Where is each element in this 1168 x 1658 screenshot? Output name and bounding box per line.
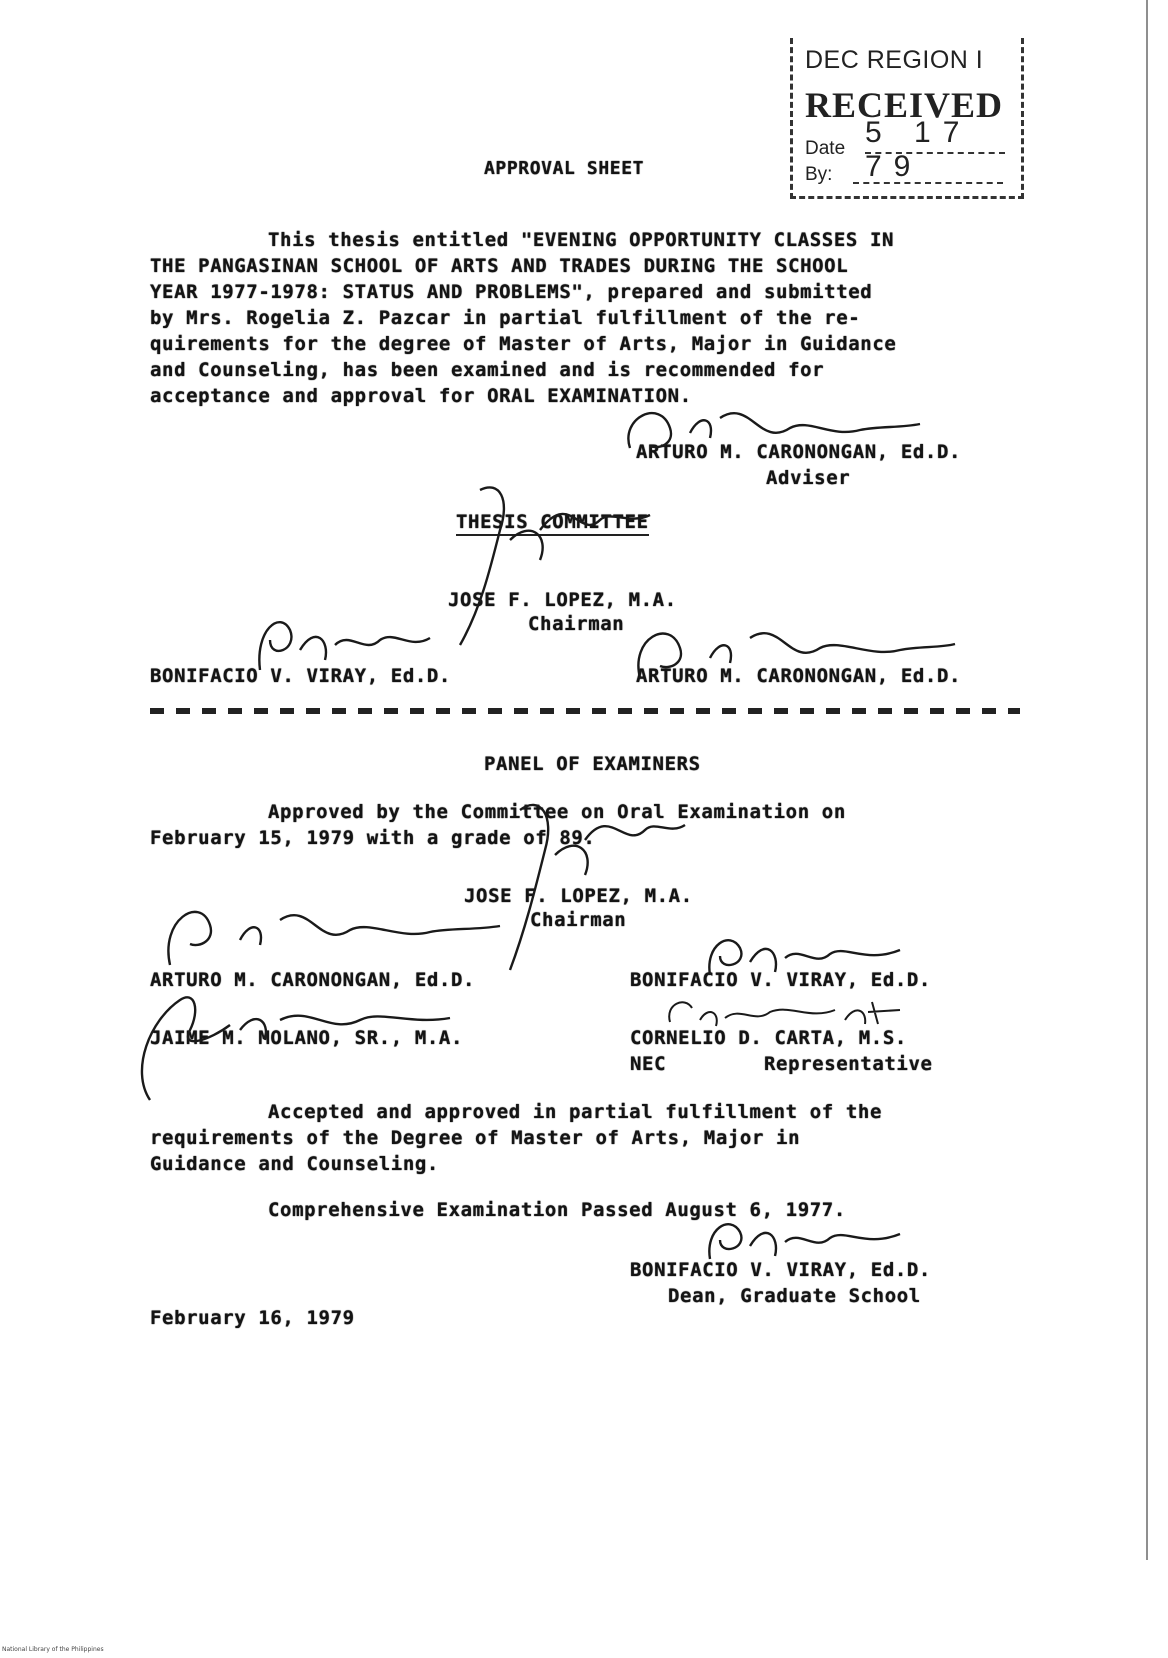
footer-library: National Library of the Philippines bbox=[2, 1646, 104, 1653]
page-title: APPROVAL SHEET bbox=[484, 158, 645, 179]
intro-line-1: This thesis entitled "EVENING OPPORTUNITY CLASSES IN bbox=[268, 229, 895, 251]
panel-approval-line-1: Approved by the Committee on Oral Examination on bbox=[268, 801, 846, 823]
document-date: February 16, 1979 bbox=[150, 1307, 355, 1329]
intro-line-6: and Counseling, has been examined and is recommended for bbox=[150, 359, 825, 381]
dean-role: Dean, Graduate School bbox=[668, 1285, 921, 1307]
panel-member-right-1: BONIFACIO V. VIRAY, Ed.D. bbox=[630, 969, 931, 991]
stamp-date-label: Date bbox=[805, 138, 846, 159]
intro-line-3: YEAR 1977-1978: STATUS AND PROBLEMS", prepared and submitted bbox=[150, 281, 873, 303]
panel-approval-line-2: February 15, 1979 with a grade of 89. bbox=[150, 827, 596, 849]
intro-line-2: THE PANGASINAN SCHOOL OF ARTS AND TRADES DURING THE SCHOOL bbox=[150, 255, 849, 277]
scan-edge-line bbox=[1146, 0, 1148, 1560]
committee-member-right: ARTURO M. CARONONGAN, Ed.D. bbox=[636, 665, 962, 687]
stamp-date-value: 5 17 79 bbox=[865, 116, 972, 183]
panel-heading: PANEL OF EXAMINERS bbox=[484, 753, 701, 775]
comprehensive-exam-line: Comprehensive Examination Passed August 6, 1977. bbox=[268, 1199, 846, 1221]
panel-nec-label: NEC bbox=[630, 1053, 667, 1075]
stamp-by-label: By: bbox=[805, 164, 833, 185]
intro-line-7: acceptance and approval for ORAL EXAMINATION. bbox=[150, 385, 692, 407]
committee-heading: THESIS COMMITTEE bbox=[456, 510, 649, 536]
panel-left-1-signature bbox=[130, 880, 510, 980]
stamp-date-line bbox=[865, 152, 1005, 154]
stamp-received: RECEIVED bbox=[805, 85, 1004, 125]
committee-chair-role: Chairman bbox=[528, 613, 625, 635]
panel-member-left-1: ARTURO M. CARONONGAN, Ed.D. bbox=[150, 969, 476, 991]
intro-line-4: by Mrs. Rogelia Z. Pazcar in partial fulfillment of the re- bbox=[150, 307, 861, 329]
received-stamp bbox=[790, 38, 1024, 199]
adviser-role: Adviser bbox=[766, 467, 851, 489]
committee-chair-name: JOSE F. LOPEZ, M.A. bbox=[448, 589, 677, 611]
acceptance-line-2: requirements of the Degree of Master of Arts, Major in bbox=[150, 1127, 801, 1149]
adviser-name: ARTURO M. CARONONGAN, Ed.D. bbox=[636, 441, 962, 463]
panel-chair-role: Chairman bbox=[530, 909, 627, 931]
intro-line-5: quirements for the degree of Master of Arts, Major in Guidance bbox=[150, 333, 897, 355]
panel-representative-label: Representative bbox=[764, 1053, 933, 1075]
committee-member-left: BONIFACIO V. VIRAY, Ed.D. bbox=[150, 665, 451, 687]
panel-member-right-2: CORNELIO D. CARTA, M.S. bbox=[630, 1027, 907, 1049]
panel-chair-name: JOSE F. LOPEZ, M.A. bbox=[464, 885, 693, 907]
stamp-by-line bbox=[853, 182, 1003, 184]
acceptance-line-3: Guidance and Counseling. bbox=[150, 1153, 439, 1175]
section-divider bbox=[150, 708, 1020, 714]
dean-name: BONIFACIO V. VIRAY, Ed.D. bbox=[630, 1259, 931, 1281]
stamp-region: DEC REGION I bbox=[805, 46, 984, 74]
acceptance-line-1: Accepted and approved in partial fulfillment of the bbox=[268, 1101, 882, 1123]
panel-member-left-2: JAIME M. MOLANO, SR., M.A. bbox=[150, 1027, 464, 1049]
